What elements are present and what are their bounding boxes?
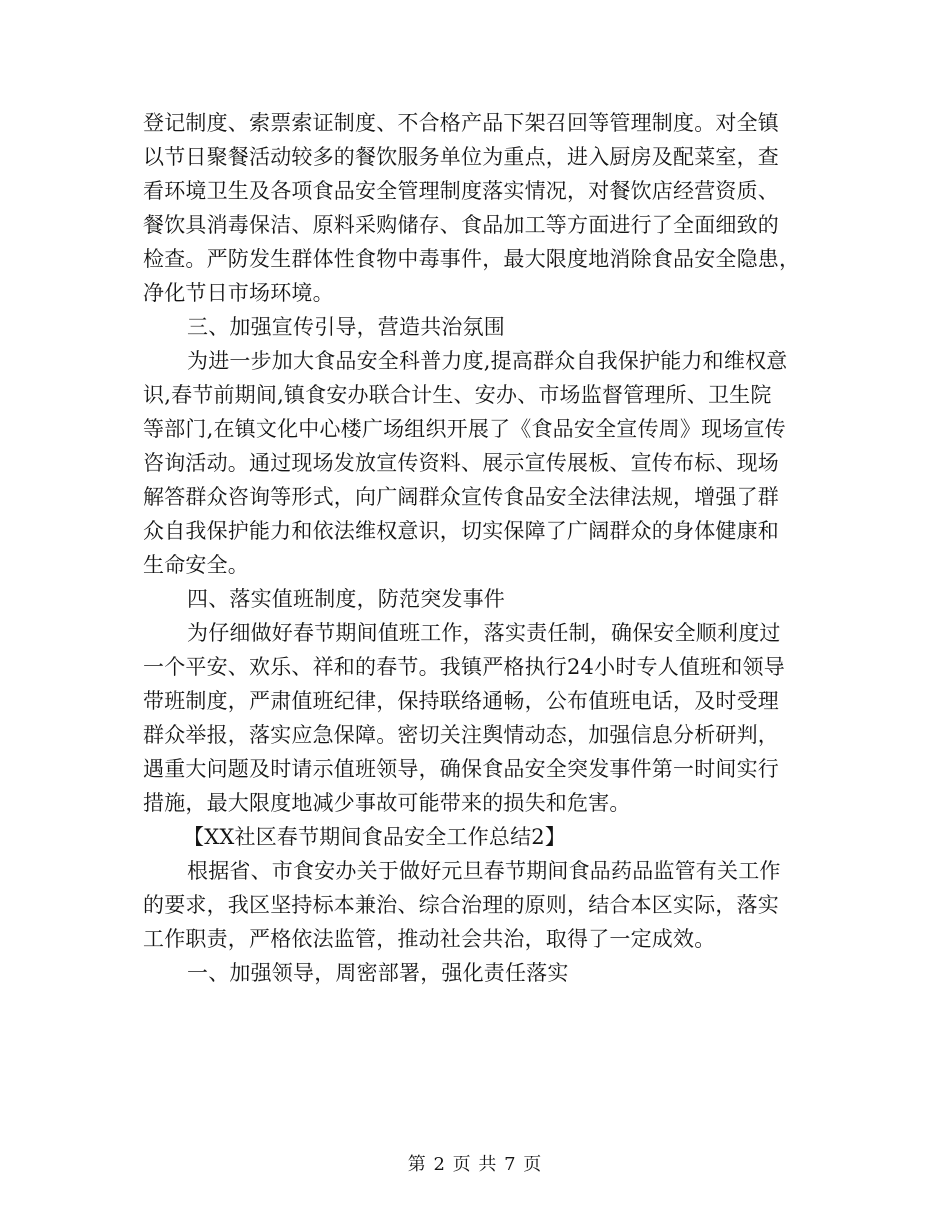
text-line: 遇重大问题及时请示值班领导，确保食品安全突发事件第一时间实行 <box>143 757 779 781</box>
text-line: 以节日聚餐活动较多的餐饮服务单位为重点，进入厨房及配菜室，查 <box>143 145 779 169</box>
text-line: 检查。严防发生群体性食物中毒事件，最大限度地消除食品安全隐患， <box>143 247 801 271</box>
text-line: 的要求，我区坚持标本兼治、综合治理的原则，结合本区实际，落实 <box>143 893 779 917</box>
text-line: 登记制度、索票索证制度、不合格产品下架召回等管理制度。对全镇 <box>143 111 779 135</box>
text-line: 为仔细做好春节期间值班工作，落实责任制，确保安全顺利度过 <box>187 621 781 645</box>
text-line: 咨询活动。通过现场发放宣传资料、展示宣传展板、宣传布标、现场 <box>143 451 779 475</box>
text-line: 带班制度，严肃值班纪律，保持联络通畅，公布值班电话，及时受理 <box>143 689 779 713</box>
text-line: 群众举报，落实应急保障。密切关注舆情动态，加强信息分析研判， <box>143 723 779 747</box>
text-line: 识,春节前期间,镇食安办联合计生、安办、市场监督管理所、卫生院 <box>143 383 772 407</box>
section-heading-4: 四、落实值班制度，防范突发事件 <box>187 587 505 611</box>
text-line: 措施，最大限度地减少事故可能带来的损失和危害。 <box>143 791 631 815</box>
article-title: 【XX社区春节期间食品安全工作总结2】 <box>183 825 567 849</box>
text-line: 等部门,在镇文化中心楼广场组织开展了《食品安全宣传周》现场宣传 <box>143 417 786 441</box>
section-heading-1: 一、加强领导，周密部署，强化责任落实 <box>187 961 569 985</box>
text-line: 为进一步加大食品安全科普力度,提高群众自我保护能力和维权意 <box>187 349 788 373</box>
text-line: 解答群众咨询等形式，向广阔群众宣传食品安全法律法规，增强了群 <box>143 485 779 509</box>
section-heading-3: 三、加强宣传引导，营造共治氛围 <box>187 315 505 339</box>
text-line: 餐饮具消毒保洁、原料采购储存、食品加工等方面进行了全面细致的 <box>143 213 779 237</box>
text-line: 工作职责，严格依法监管，推动社会共治，取得了一定成效。 <box>143 927 716 951</box>
text-line: 根据省、市食安办关于做好元旦春节期间食品药品监管有关工作 <box>187 859 781 883</box>
text-line: 看环境卫生及各项食品安全管理制度落实情况，对餐饮店经营资质、 <box>143 179 779 203</box>
text-line: 一个平安、欢乐、祥和的春节。我镇严格执行24小时专人值班和领导 <box>143 655 785 679</box>
text-line: 众自我保护能力和依法维权意识，切实保障了广阔群众的身体健康和 <box>143 519 779 543</box>
text-line: 生命安全。 <box>143 553 249 577</box>
page-number: 第 2 页 共 7 页 <box>407 1154 543 1175</box>
text-line: 净化节日市场环境。 <box>143 281 334 305</box>
